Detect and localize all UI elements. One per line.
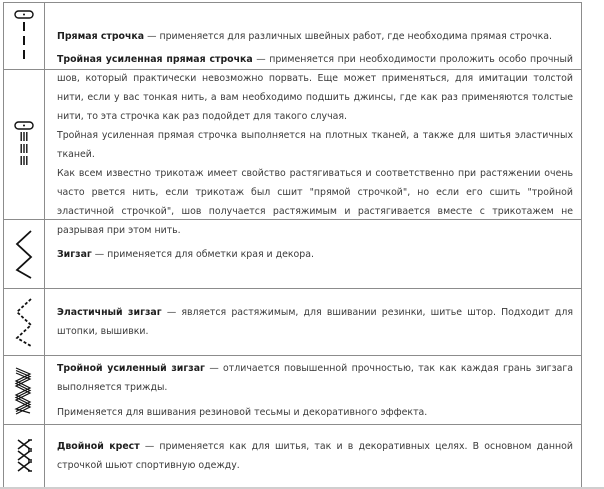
table-row <box>4 220 581 289</box>
table-row <box>4 289 581 356</box>
icon-cell <box>4 289 45 355</box>
icon-cell <box>4 425 45 487</box>
icon-cell <box>4 70 45 219</box>
table-row <box>4 425 581 488</box>
description: Эластичный зигзаг — является растяжимым, для вшивании резинки, шитье штор. Подходит для штопки, вышивки. <box>57 307 573 337</box>
description: Тройной усиленный зигзаг — отличается повышенной прочностью, так как каждая грань зигзага выполняется трижды. <box>57 362 573 393</box>
zigzag-stitch-icon <box>12 228 36 280</box>
table-row <box>4 53 581 236</box>
icon-cell <box>4 356 45 424</box>
description-cell <box>45 289 581 355</box>
description-cell <box>45 220 581 288</box>
description: Тройная усиленная прямая строчка — применяется при необходимости проложить особо прочный шов, который практически невозможно порвать. Еще может применяться, для имитации толстой нити, если у вас тонкая нить, а вам необходимо подшить джинсы, где как раз применяются толстые нити, то эта строчка как раз подойдет для такого случая. <box>57 53 573 122</box>
stitch-title: Тройная усиленная прямая строчка <box>57 53 253 65</box>
description-cell <box>45 425 581 487</box>
stitch-title: Прямая строчка <box>57 30 145 42</box>
description: Применяется для вшивания резиновой тесьмы и декоративного эффекта. <box>57 406 428 418</box>
stitch-title: Тройной усиленный зигзаг <box>57 362 205 374</box>
double-cross-stitch-icon <box>14 437 34 475</box>
stitch-title: Эластичный зигзаг <box>57 307 162 318</box>
triple-zigzag-stitch-icon <box>12 365 36 415</box>
description: Зигзаг — применяется для обметки края и декора. <box>57 248 314 260</box>
stitch-title: Двойной крест <box>57 441 140 452</box>
elastic-zigzag-stitch-icon <box>12 296 36 348</box>
icon-cell <box>4 3 45 69</box>
stitch-title: Зигзаг <box>57 248 92 260</box>
description-cell <box>45 356 581 424</box>
triple-straight-stitch-icon <box>12 120 36 170</box>
stitch-types-table <box>3 2 582 488</box>
icon-cell <box>4 220 45 288</box>
description: Прямая строчка — применяется для различных швейных работ, где необходима прямая строчка. <box>57 30 552 42</box>
description: Как всем известно трикотаж имеет свойство растягиваться и соответственно при растяжении очень часто рвется нить, если трикотаж был сшит "прямой строчкой", но если его сшить "тройной эластичной строчкой", шов получается растяжимым и растягивается вместе с трикотажем не разрывая при этом нить. <box>57 167 573 236</box>
description: Двойной крест — применяется как для шитья, так и в декоративных целях. В основном данной строчкой шьют спортивную одежду. <box>57 441 573 471</box>
description: Тройная усиленная прямая строчка выполняется на плотных тканей, а также для шитья эластичных тканей. <box>57 129 573 160</box>
straight-stitch-icon <box>12 8 36 64</box>
table-row <box>4 356 581 425</box>
description-cell <box>45 53 581 236</box>
